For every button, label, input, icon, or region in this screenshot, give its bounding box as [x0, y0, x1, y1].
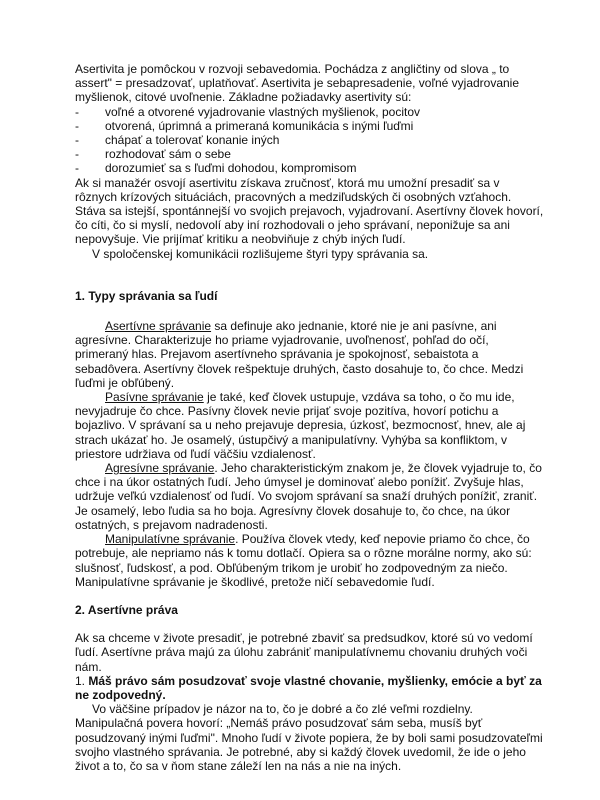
list-dash: -: [75, 147, 79, 162]
assertivity-requirements-list: [75, 105, 544, 176]
list-item: [75, 147, 544, 161]
right-1-explanation: Vo väčšine prípadov je názor na to, čo je dobré a čo zlé veľmi rozdielny. Manipulačná povera hovorí: „Nemáš právo posudzovať sám seba, musíš byť posudzovaný inými ľuďmi". Mnoho ľudí v živote popiera, že by boli sami posudzovateľmi svojho vlastného správania. Je potrebné, aby si každý človek uvedomil, že ide o jeho život a to, čo sa v ňom stane záleží len na nás a nie na iných.: [75, 702, 543, 773]
list-item: [75, 105, 544, 119]
right-1-heading: [75, 674, 544, 702]
list-item: [75, 119, 544, 133]
list-item: [75, 133, 544, 147]
passive-behaviour-paragraph: [75, 390, 544, 461]
assertive-behaviour-paragraph: [75, 319, 544, 390]
section-2-heading: 2. Asertívne práva: [75, 602, 178, 617]
list-item: [75, 161, 544, 175]
manipulative-text: . Používa človek vtedy, keď nepovie priamo čo chce, čo potrebuje, ale nepriamo nás k tomu dotlačí. Opiera sa o rôzne morálne normy, ako sú: slušnosť, ľudskosť, a pod. Obľúbeným trikom je urobiť ho zodpovedným za niečo. Manipulatívne správanie je škodlivé, pretože ničí sebavedomie ľudí.: [75, 532, 532, 589]
term-passive: Pasívne správanie: [105, 390, 204, 405]
manager-paragraph: Ak si manažér osvojí asertivitu získava zručnosť, ktorá mu umožní presadiť sa v rôznych krízových situáciách, pracovných a medziľudských či osobných vzťahoch. Stáva sa istejší, spontánnejší vo svojich prejavoch, vyjadrovaní. Asertívny človek hovorí, čo cíti, čo si myslí, nedovolí aby iní rozhodovali o jeho správaní, neponižuje sa ani nepovyšuje. Vie prijímať kritiku a neobviňuje z chýb iných ľudí.: [75, 175, 544, 247]
list-dash: -: [75, 104, 79, 119]
aggressive-behaviour-paragraph: [75, 461, 544, 532]
passive-text: je také, keď človek ustupuje, vzdáva sa toho, o čo mu ide, nevyjadruje čo chce. Pasívny človek nevie prijať svoje pozitíva, hovorí potichu a bojazlivo. V správaní sa u neho prejavuje depresia, úzkosť, bezmocnosť, hnev, ale aj strach ukázať ho. Je osamelý, ústupčivý a manipulatívny. Vyhýba sa konfliktom, v priestore udržiava od ľudí väčšiu vzdialenosť.: [75, 390, 526, 461]
rights-intro-paragraph: Ak sa chceme v živote presadiť, je potrebné zbaviť sa predsudkov, ktoré sú vo vedomí ľudí. Asertívne práva majú za úlohu zabrániť manipulatívnemu chovaniu druhých voči nám.: [75, 631, 533, 674]
assertive-text: sa definuje ako jednanie, ktoré nie je ani pasívne, ani agresívne. Charakterizuje ho priame vyjadrovanie, uvoľnenosť, pohľad do očí, primeraný hlas. Prejavom asertívneho správania je spokojnosť, sebaistota a sebadôvera. Asertívny človek rešpektuje druhých, často dosahuje to, čo chce. Medzi ľuďmi je obľúbený.: [75, 319, 524, 390]
section-1-heading: 1. Typy správania sa ľudí: [75, 288, 218, 303]
right-1-text: Máš právo sám posudzovať svoje vlastné chovanie, myšlienky, emócie a byť za ne zodpovedný.: [75, 673, 542, 702]
term-aggressive: Agresívne správanie: [105, 461, 215, 476]
term-assertive: Asertívne správanie: [105, 319, 212, 334]
term-manipulative: Manipulatívne správanie: [105, 532, 236, 547]
right-1-number: 1.: [75, 673, 89, 688]
list-item-text: dorozumieť sa s ľuďmi dohodou, kompromisom: [105, 161, 357, 176]
types-intro-paragraph: V spoločenskej komunikácii rozlišujeme štyri typy správania sa.: [92, 246, 429, 261]
list-dash: -: [75, 161, 79, 176]
list-item-text: voľné a otvorené vyjadrovanie vlastných myšlienok, pocitov: [105, 104, 420, 119]
list-item-text: rozhodovať sám o sebe: [105, 147, 231, 162]
manipulative-behaviour-paragraph: [75, 532, 544, 589]
list-item-text: chápať a tolerovať konanie iných: [105, 133, 280, 148]
list-dash: -: [75, 133, 79, 148]
aggressive-text: . Jeho charakteristickým znakom je, že človek vyjadruje to, čo chce i na úkor ostatných ľudí. Jeho úmysel je dominovať alebo ponížiť. Zvyšuje hlas, udržuje veľkú vzdialenosť od ľudí. Vo svojom správaní sa snaží druhých ponížiť, zraniť. Je osamelý, lebo ľudia sa ho boja. Agresívny človek dosahuje to, čo chce, na úkor ostatných, s prejavom nadradenosti.: [75, 461, 542, 532]
list-dash: -: [75, 118, 79, 133]
intro-paragraph: Asertivita je pomôckou v rozvoji sebavedomia. Pochádza z angličtiny od slova „ to assert" = presadzovať, uplatňovať. Asertivita je sebapresadenie, voľné vyjadrovanie myšlienok, citové uvoľnenie. Základne požiadavky asertivity sú:: [75, 62, 520, 105]
list-item-text: otvorená, úprimná a primeraná komunikácia s inými ľuďmi: [105, 118, 414, 133]
